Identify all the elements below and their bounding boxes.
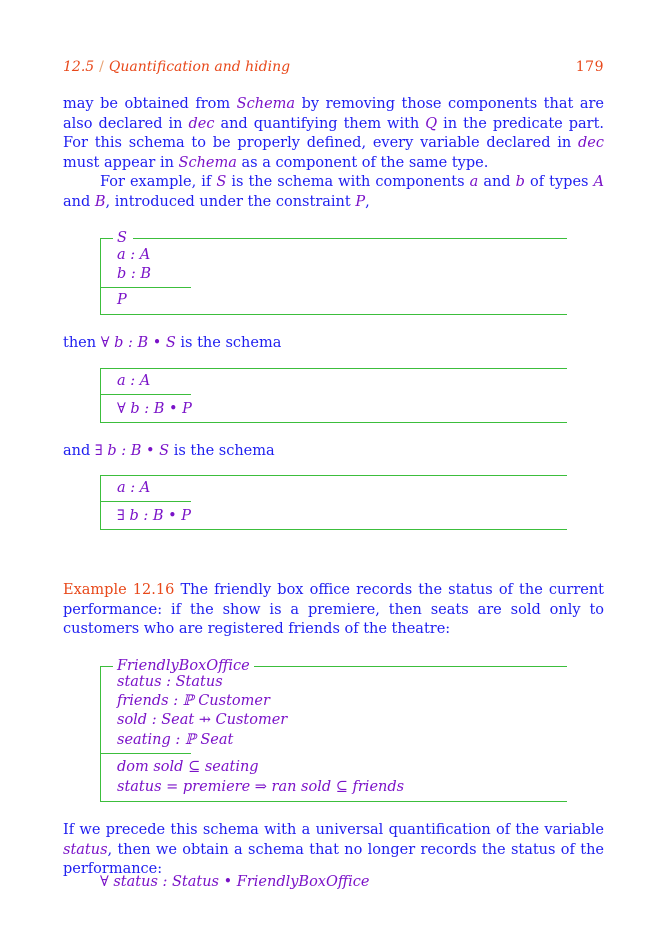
schema-rule: [101, 666, 113, 667]
schema-predicate: ∀ b : B • P: [117, 401, 192, 417]
schema-predicate: status = premiere ⇒ ran sold ⊆ friends: [117, 779, 405, 795]
schema-rule: [101, 368, 567, 369]
and-line: [63, 442, 604, 462]
schema-rule: [101, 422, 567, 423]
text: by removing those components that are also declared in: [63, 96, 604, 132]
schema-declaration: a : A: [117, 247, 151, 263]
intro-paragraph: [63, 95, 604, 173]
schema-divider: [101, 394, 191, 395]
math-schema: Schema: [236, 96, 296, 112]
schema-declaration: a : A: [117, 480, 151, 496]
text: is the schema: [169, 443, 275, 459]
closing-paragraph: [63, 821, 604, 880]
section-number: 12.5: [63, 59, 95, 75]
schema-divider: [101, 501, 191, 502]
text: , introduced under the constraint: [105, 193, 356, 210]
text: ,: [365, 193, 370, 210]
schema-name: FriendlyBoxOffice: [117, 657, 254, 675]
then-line: [63, 334, 604, 354]
text: of types: [524, 174, 594, 190]
running-header: [63, 59, 290, 75]
text: must appear in: [63, 154, 179, 171]
schema-declaration: sold : Seat ⇸ Customer: [117, 712, 288, 728]
text: in the predicate part. For this schema to be properly defined, every variable declared in: [63, 115, 605, 152]
math-type-b: B: [94, 193, 106, 210]
schema-divider: [101, 287, 191, 288]
schema-declaration: b : B: [117, 266, 152, 282]
math-dec: dec: [188, 115, 215, 132]
text: then: [63, 335, 101, 351]
schema-rule: [101, 475, 567, 476]
section-title: Quantification and hiding: [108, 59, 291, 75]
math-s: S: [216, 174, 227, 190]
schema-declaration: friends : ℙ Customer: [117, 693, 270, 709]
page-number: 179: [575, 59, 604, 75]
schema-rule: [101, 314, 567, 315]
schema-box-friendly-box-office: [100, 658, 567, 802]
schema-declaration: seating : ℙ Seat: [117, 732, 234, 748]
schema-box-forall: [100, 368, 567, 423]
schema-box-exists: [100, 475, 567, 530]
math-status: status: [63, 841, 108, 858]
schema-rule: [133, 238, 567, 239]
text: , then we obtain a schema that no longer records the status of the performance:: [63, 841, 604, 878]
schema-declaration: a : A: [117, 373, 151, 389]
math-b: b: [515, 174, 525, 190]
text: The friendly box office records the status of the current performance: if the show is a premiere, then seats are sold only to customers who are registered friends of the theatre:: [63, 582, 605, 638]
schema-predicate: ∃ b : B • P: [117, 508, 192, 524]
schema-rule: [241, 666, 567, 667]
math-schema: Schema: [178, 154, 237, 171]
schema-box-s: [100, 230, 567, 315]
text: may be obtained from: [63, 96, 237, 112]
schema-divider: [101, 753, 191, 754]
math-type-a: A: [593, 174, 604, 190]
schema-declaration: status : Status: [117, 674, 223, 690]
schema-rule: [101, 529, 567, 530]
text: For example, if: [100, 174, 217, 190]
math-expression: ∀ b : B • S: [100, 335, 176, 351]
schema-predicate: P: [117, 292, 127, 308]
final-expression: ∀ status : Status • FriendlyBoxOffice: [100, 874, 370, 890]
math-q: Q: [425, 115, 438, 132]
text: and quantifying them with: [214, 115, 426, 132]
math-p: P: [355, 193, 366, 210]
text: and: [63, 443, 95, 459]
schema-rule: [101, 801, 567, 802]
text: and: [63, 193, 95, 210]
text: and: [478, 174, 516, 190]
math-a: a: [469, 174, 479, 190]
example-12-16-paragraph: [63, 581, 604, 640]
schema-name: S: [117, 229, 131, 247]
math-expression: ∃ b : B • S: [94, 443, 170, 459]
example-label: Example 12.16: [63, 582, 175, 598]
schema-rule: [101, 238, 113, 239]
math-dec: dec: [578, 135, 604, 152]
schema-predicate: dom sold ⊆ seating: [117, 759, 259, 775]
example-paragraph: [63, 173, 604, 212]
header-separator: /: [99, 59, 104, 75]
text: as a component of the same type.: [236, 154, 489, 171]
text: is the schema with components: [226, 174, 470, 190]
text: If we precede this schema with a universal quantification of the variable: [63, 822, 604, 838]
text: is the schema: [175, 335, 282, 351]
